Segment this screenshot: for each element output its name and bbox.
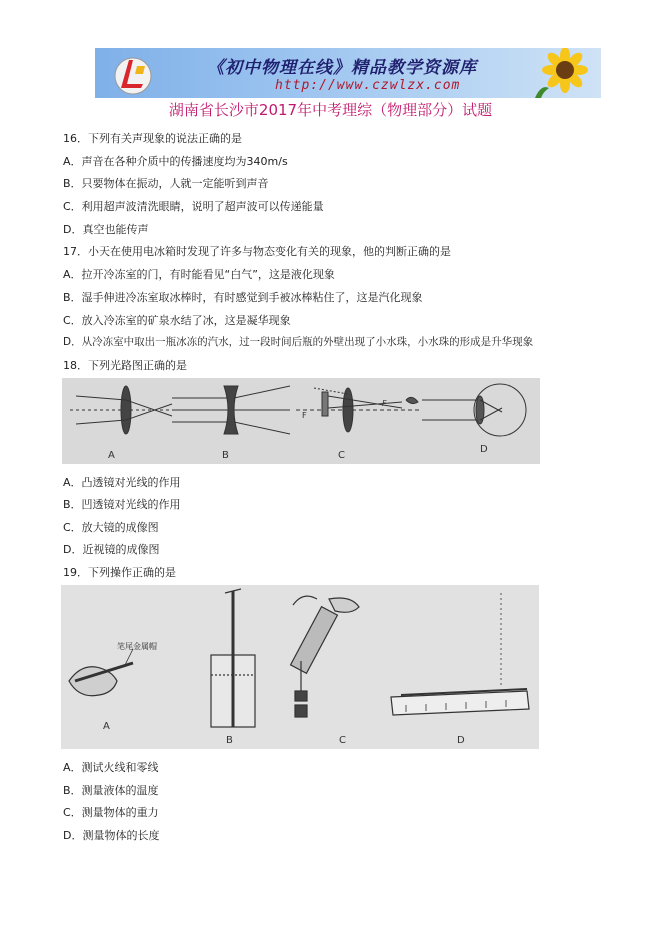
q18-option-d: D．近视镜的成像图 (63, 543, 160, 556)
q19-label-d: D (457, 735, 465, 746)
q18-option-c: C．放大镜的成像图 (63, 521, 159, 534)
q18-option-b: B．凹透镜对光线的作用 (63, 498, 181, 511)
q19-stem: 19．下列操作正确的是 (63, 566, 176, 579)
q18-label-b: B (222, 450, 229, 461)
q16-option-d: D．真空也能传声 (63, 223, 149, 236)
q17-option-b: B．湿手伸进冷冻室取冰棒时，有时感觉到手被冰棒粘住了，这是汽化现象 (63, 291, 423, 304)
site-logo-icon (103, 52, 163, 96)
q16-stem: 16．下列有关声现象的说法正确的是 (63, 132, 242, 145)
q19-option-d: D．测量物体的长度 (63, 829, 160, 842)
q17-option-c: C．放入冷冻室的矿泉水结了冰，这是凝华现象 (63, 314, 291, 327)
q18-figure (62, 378, 540, 464)
q19-option-a: A．测试火线和零线 (63, 761, 159, 774)
q18-mark-f: F (382, 399, 387, 408)
q16-option-b: B．只要物体在振动，人就一定能听到声音 (63, 177, 269, 190)
q19-label-b: B (226, 735, 233, 746)
banner-url: http://www.czwlzx.com (275, 78, 461, 93)
q19-option-c: C．测量物体的重力 (63, 806, 159, 819)
q19-figure (61, 585, 539, 749)
q17-option-a: A．拉开冷冻室的门，有时能看见“白气”，这是液化现象 (63, 268, 335, 281)
q17-stem: 17．小天在使用电冰箱时发现了许多与物态变化有关的现象，他的判断正确的是 (63, 245, 451, 258)
q16-option-a: A．声音在各种介质中的传播速度均为340m/s (63, 155, 288, 168)
sunflower-icon (527, 48, 597, 98)
q18-label-d: D (480, 444, 488, 455)
q19-label-c: C (339, 735, 346, 746)
header-banner (95, 48, 601, 98)
q18-option-a: A．凸透镜对光线的作用 (63, 476, 181, 489)
q18-mark-f-left: F (302, 411, 307, 420)
q19-option-b: B．测量液体的温度 (63, 784, 159, 797)
q18-label-c: C (338, 450, 345, 461)
banner-title: 《初中物理在线》精品教学资源库 (207, 58, 477, 78)
q19-pen-label: 笔尾金属帽 (117, 642, 157, 651)
q17-option-d: D．从冷冻室中取出一瓶冰冻的汽水，过一段时间后瓶的外壁出现了小水珠，小水珠的形成是升华现象 (63, 336, 534, 348)
q18-stem: 18．下列光路图正确的是 (63, 359, 187, 372)
q18-label-a: A (108, 450, 115, 461)
q16-option-c: C．利用超声波清洗眼睛，说明了超声波可以传递能量 (63, 200, 324, 213)
page-title: 湖南省长沙市2017年中考理综（物理部分）试题 (168, 101, 493, 119)
q19-label-a: A (103, 721, 110, 732)
